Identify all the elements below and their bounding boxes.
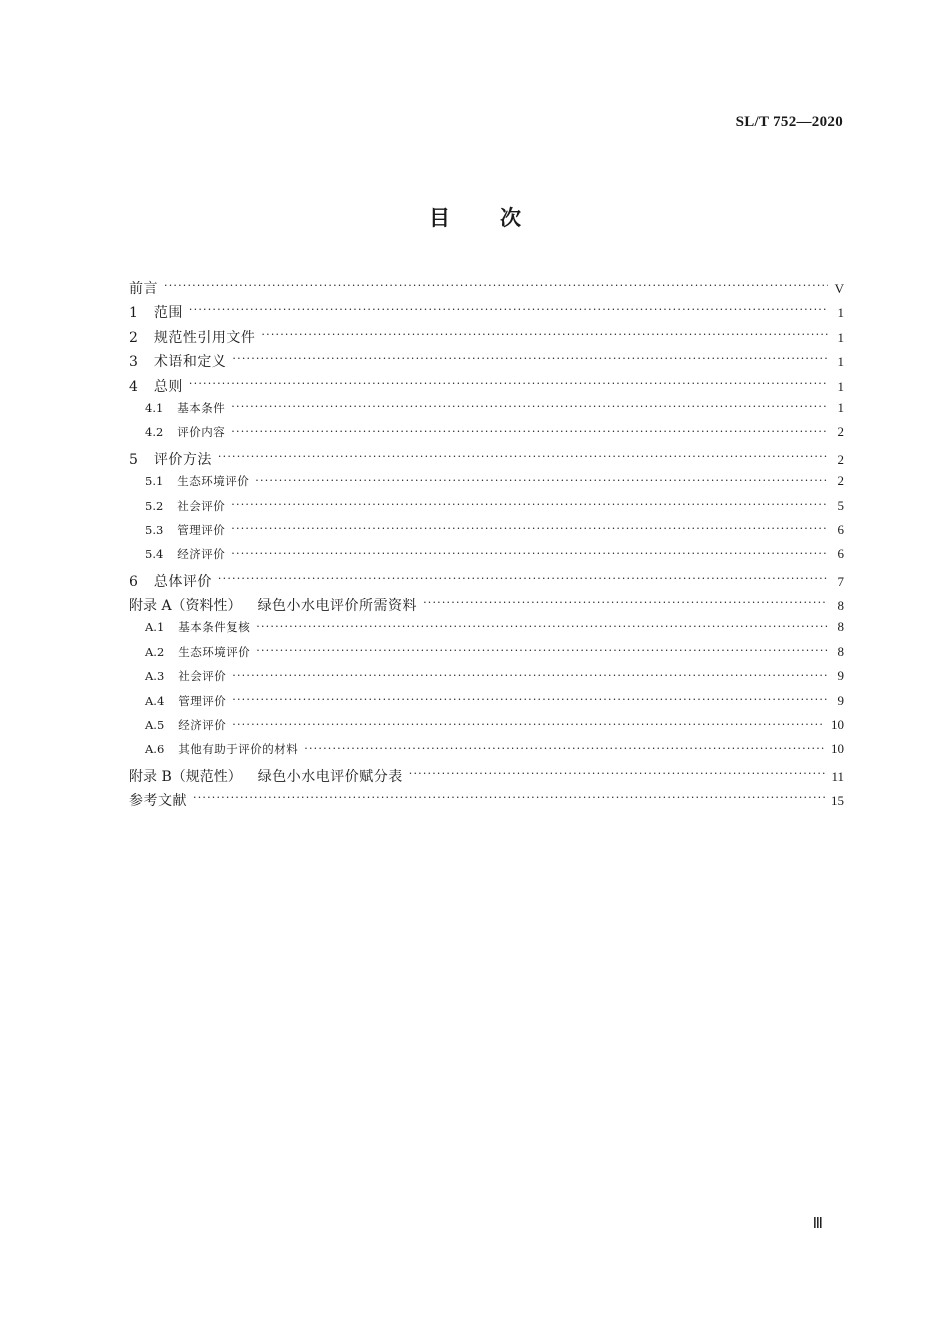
toc-entry-title: 术语和定义 (153, 354, 227, 371)
toc-entry-title: 基本条件复核 (178, 620, 251, 635)
toc-entry[interactable] (129, 571, 844, 595)
toc-entry-page: 6 (837, 546, 844, 562)
toc-entry-number: 5.2 (145, 498, 164, 513)
toc-leader-dots (231, 425, 828, 437)
toc-leader-dots (218, 450, 828, 464)
toc-entry-title: 评价方法 (153, 451, 212, 468)
toc-entry[interactable] (129, 668, 844, 692)
toc-entry-title: 基本条件 (177, 400, 226, 415)
toc-leader-dots (231, 400, 828, 412)
toc-entry-title: 评价内容 (177, 425, 226, 440)
page-title-char-1: 目 (429, 206, 450, 230)
toc-entry-page: 15 (831, 793, 844, 809)
page-number: Ⅲ (812, 1216, 823, 1232)
toc-entry-title: 社会评价 (177, 498, 226, 513)
toc-entry-title: 其他有助于评价的材料 (178, 742, 299, 757)
toc-entry-number: 6 (129, 573, 138, 590)
toc-entry-page: 1 (837, 329, 844, 345)
toc-leader-dots (232, 352, 828, 366)
toc-entry-title: 经济评价 (177, 547, 226, 562)
toc-entry-title: 规范性引用文件 (153, 329, 256, 346)
toc-entry[interactable] (129, 741, 844, 765)
toc-entry-title: 社会评价 (178, 669, 227, 684)
toc-entry-number: 2 (129, 329, 138, 346)
toc-leader-dots (231, 498, 828, 510)
toc-leader-dots (409, 767, 826, 781)
toc-leader-dots (255, 474, 828, 486)
toc-entry-page: 7 (837, 573, 844, 589)
toc-entry-number: A.4 (145, 693, 165, 708)
toc-entry-number: 5.1 (145, 474, 164, 489)
toc-entry-page: 10 (831, 717, 844, 733)
toc-entry-title: 管理评价 (178, 693, 227, 708)
toc-entry-title: 管理评价 (177, 522, 226, 537)
toc-entry-number: 4.2 (145, 425, 164, 440)
toc-leader-dots (231, 522, 828, 534)
toc-entry-page: 1 (837, 305, 844, 321)
toc-entry-page: 2 (837, 424, 844, 440)
table-of-contents (129, 278, 844, 815)
standard-code: SL/T 752—2020 (735, 114, 843, 130)
toc-entry-title: 经济评价 (178, 718, 227, 733)
toc-leader-dots (189, 377, 828, 391)
toc-entry-number: 附录 A（资料性） (129, 598, 242, 615)
toc-entry-page: 2 (837, 451, 844, 467)
toc-leader-dots (256, 620, 828, 632)
toc-entry[interactable] (129, 376, 844, 400)
toc-entry[interactable] (129, 498, 844, 522)
page-title (0, 202, 950, 232)
toc-entry-title: 生态环境评价 (177, 474, 250, 489)
toc-entry-number: 附录 B（规范性） (129, 768, 242, 785)
toc-leader-dots (304, 742, 825, 754)
toc-entry[interactable] (129, 644, 844, 668)
toc-entry[interactable] (129, 790, 844, 814)
toc-entry-page: 1 (837, 399, 844, 415)
toc-entry-number: 1 (129, 305, 138, 322)
toc-entry-title: 总则 (153, 378, 183, 395)
toc-entry[interactable] (129, 546, 844, 570)
toc-entry-number: A.6 (145, 742, 165, 757)
toc-entry-number: A.2 (145, 644, 165, 659)
toc-entry-number: 5.3 (145, 522, 164, 537)
toc-leader-dots (218, 572, 828, 586)
toc-entry-page: 9 (837, 668, 844, 684)
toc-entry[interactable] (129, 522, 844, 546)
toc-entry-page: 6 (837, 521, 844, 537)
toc-entry-title: 范围 (153, 305, 183, 322)
toc-leader-dots (256, 644, 828, 656)
toc-entry[interactable] (129, 400, 844, 424)
toc-entry-title: 绿色小水电评价所需资料 (257, 598, 418, 615)
toc-entry-page: 9 (837, 692, 844, 708)
toc-leader-dots (423, 596, 828, 610)
toc-entry[interactable] (129, 473, 844, 497)
toc-leader-dots (232, 718, 825, 730)
toc-entry-number: 5 (129, 451, 138, 468)
toc-entry-number: A.5 (145, 718, 165, 733)
toc-entry-title: 参考文献 (129, 793, 187, 810)
toc-entry-page: 1 (837, 378, 844, 394)
toc-leader-dots (261, 328, 828, 342)
toc-entry[interactable] (129, 766, 844, 790)
page-title-char-2: 次 (500, 206, 521, 230)
toc-leader-dots (193, 791, 825, 805)
toc-entry[interactable] (129, 693, 844, 717)
toc-leader-dots (231, 547, 828, 559)
toc-entry[interactable] (129, 327, 844, 351)
toc-entry-title: 绿色小水电评价赋分表 (257, 768, 403, 785)
toc-entry-page: V (834, 281, 844, 296)
toc-entry[interactable] (129, 351, 844, 375)
toc-entry-page: 10 (831, 741, 844, 757)
toc-leader-dots (164, 279, 828, 293)
toc-entry-number: A.1 (145, 620, 165, 635)
toc-entry-page: 2 (837, 473, 844, 489)
toc-entry-page: 8 (837, 598, 844, 614)
toc-entry-page: 5 (837, 497, 844, 513)
toc-entry[interactable] (129, 278, 844, 302)
toc-entry-number: A.3 (145, 669, 165, 684)
toc-entry[interactable] (129, 595, 844, 619)
toc-entry-number: 4 (129, 378, 138, 395)
toc-leader-dots (232, 693, 828, 705)
toc-entry[interactable] (129, 717, 844, 741)
toc-entry[interactable] (129, 619, 844, 643)
toc-entry-page: 1 (837, 354, 844, 370)
toc-entry-page: 8 (837, 619, 844, 635)
toc-entry-number: 5.4 (145, 547, 164, 562)
toc-leader-dots (232, 669, 828, 681)
toc-entry[interactable] (129, 449, 844, 473)
toc-leader-dots (189, 303, 828, 317)
toc-entry-title: 前言 (129, 281, 158, 297)
toc-entry-number: 3 (129, 354, 138, 371)
toc-entry-number: 4.1 (145, 400, 164, 415)
toc-entry[interactable] (129, 424, 844, 448)
toc-entry-page: 8 (837, 643, 844, 659)
toc-entry-page: 11 (831, 768, 844, 784)
toc-entry-title: 生态环境评价 (178, 644, 251, 659)
toc-entry[interactable] (129, 302, 844, 326)
toc-entry-title: 总体评价 (153, 573, 212, 590)
